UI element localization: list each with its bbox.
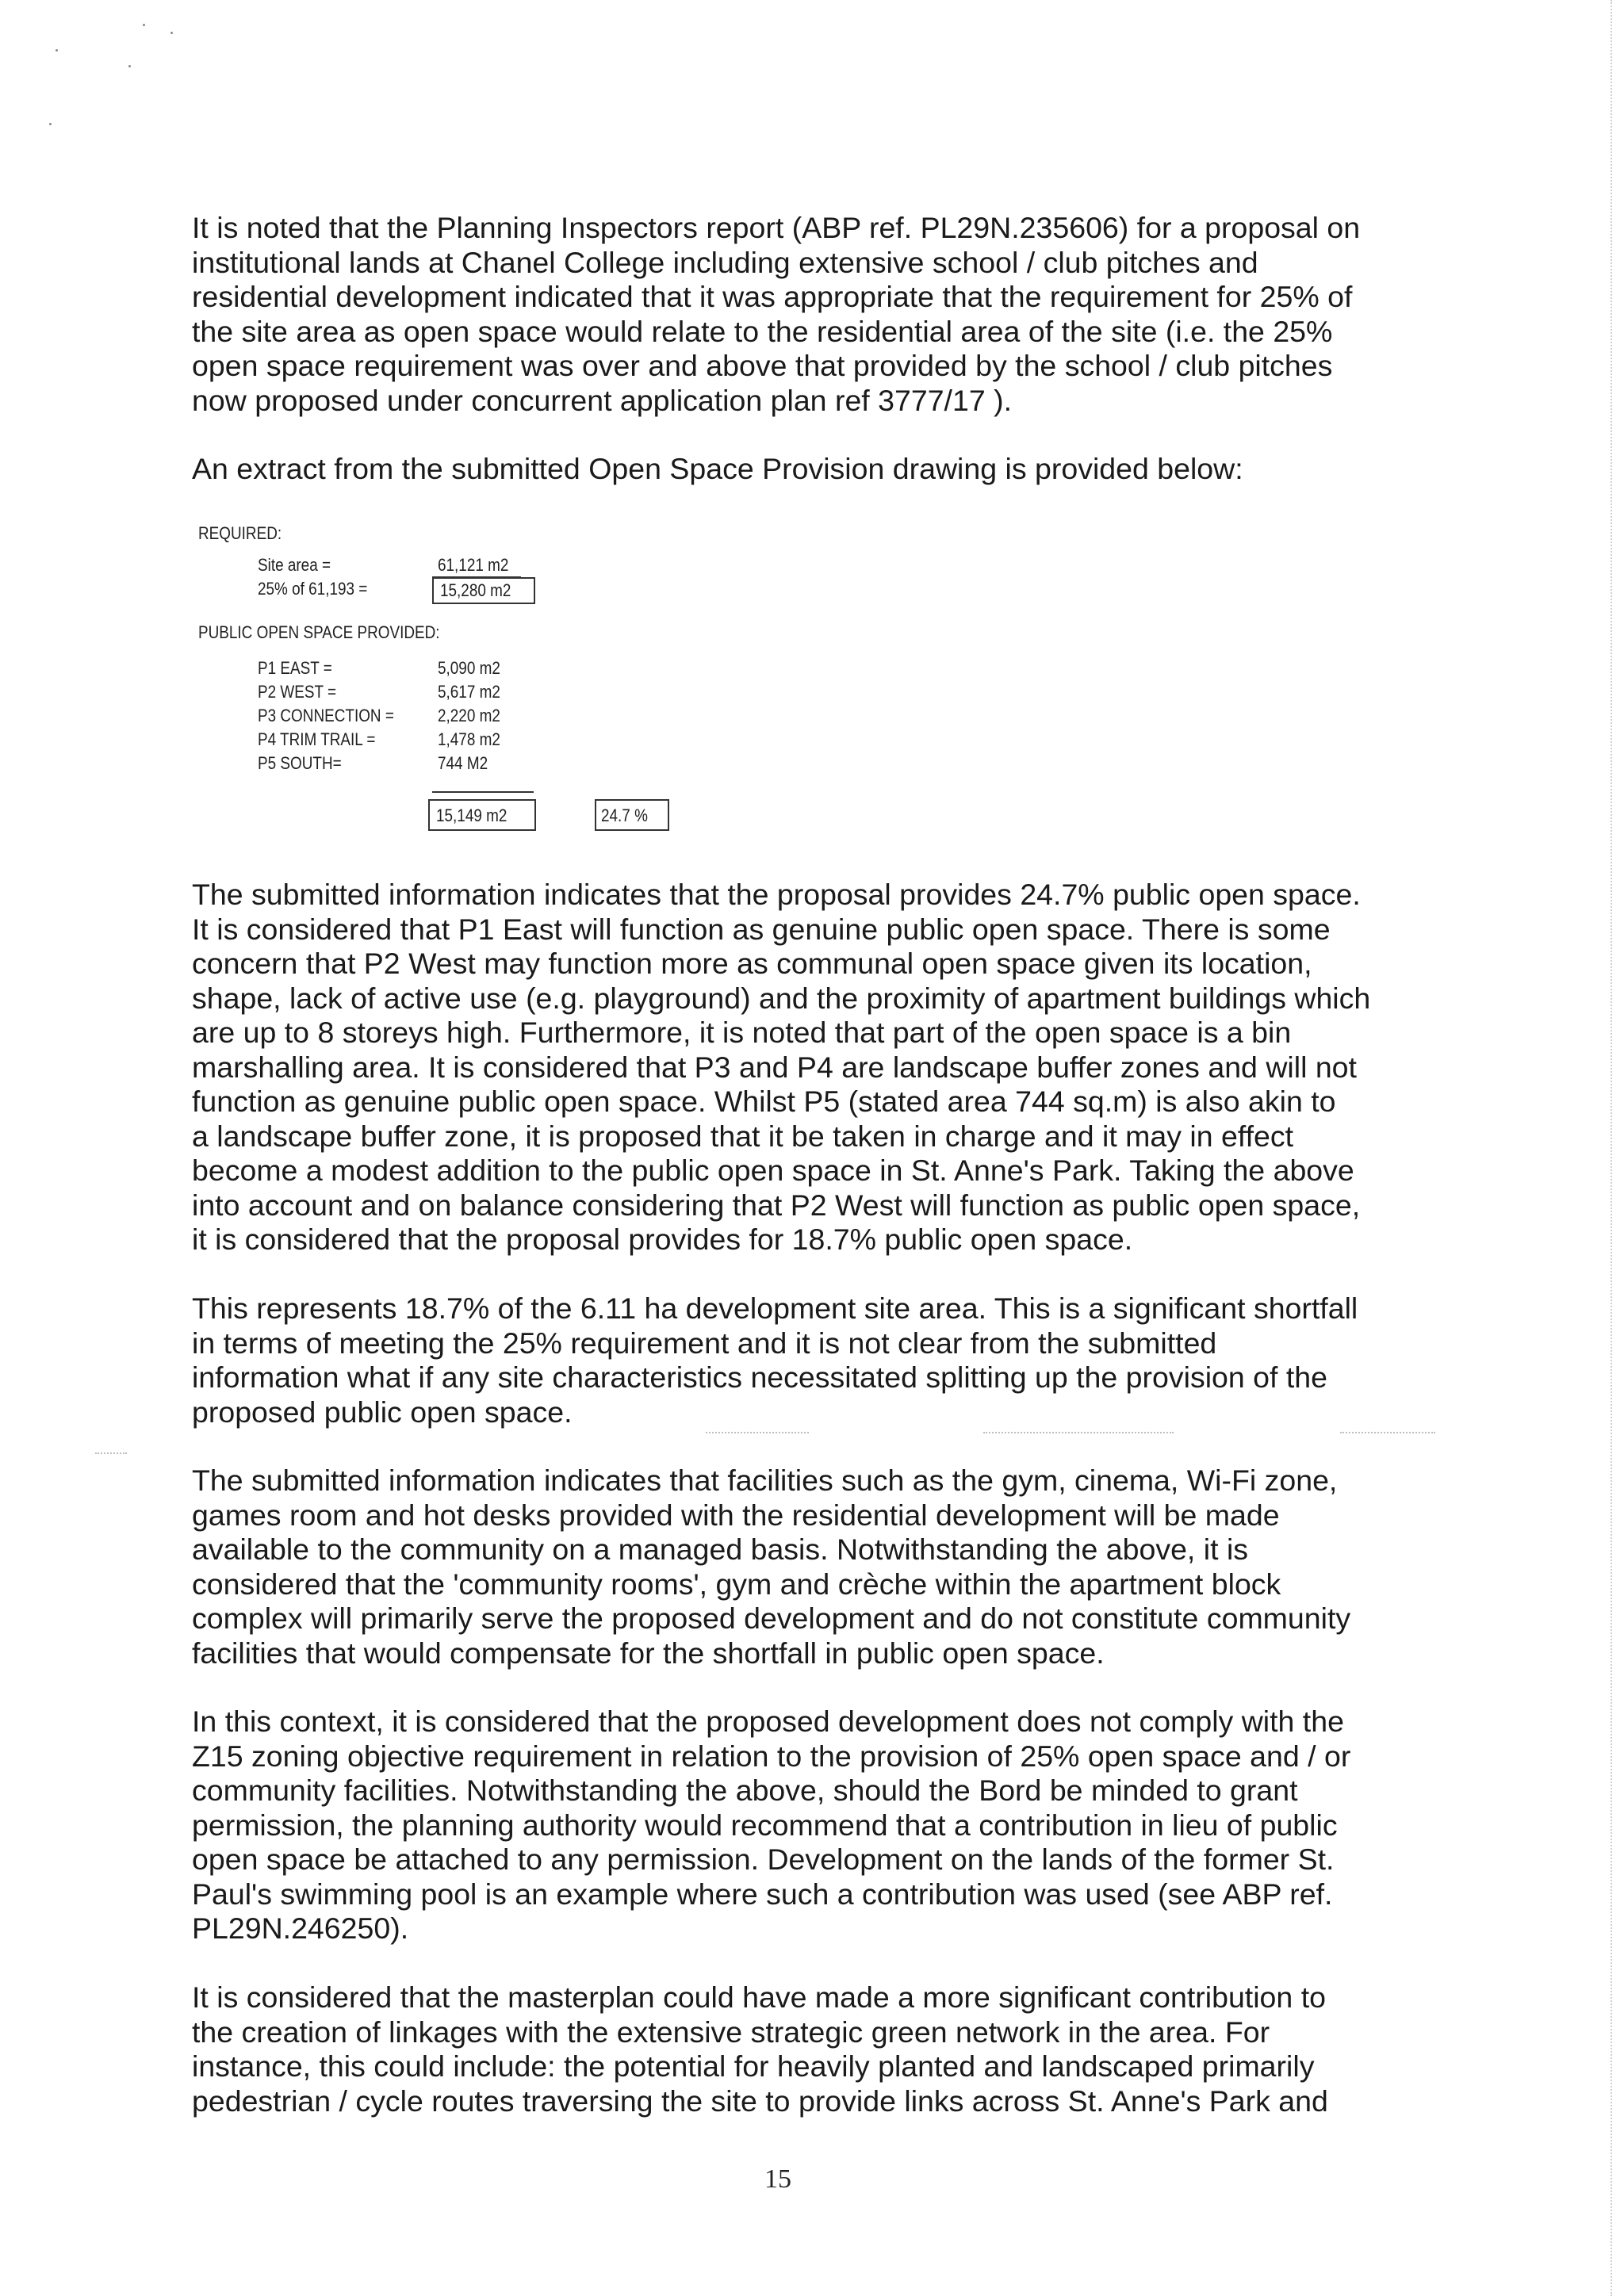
text-line: into account and on balance considering that P2 West will function as public open space,: [192, 1188, 1361, 1222]
sum-rule: [432, 791, 534, 793]
text-line: An extract from the submitted Open Space Provision drawing is provided below:: [192, 452, 1243, 485]
paragraph-extract-intro: [192, 452, 1397, 487]
extract-percent-value: 24.7 %: [601, 806, 648, 825]
text-line: marshalling area. It is considered that P3 and P4 are landscape buffer zones and will not: [192, 1050, 1357, 1084]
extract-provided-heading: PUBLIC OPEN SPACE PROVIDED:: [198, 622, 440, 642]
text-line: a landscape buffer zone, it is proposed that it be taken in charge and it may in effect: [192, 1119, 1294, 1153]
scan-speck: [170, 32, 173, 34]
scan-noise: [706, 1432, 809, 1433]
text-line: PL29N.246250).: [192, 1911, 409, 1945]
text-line: The submitted information indicates that facilities such as the gym, cinema, Wi-Fi zone,: [192, 1464, 1338, 1497]
paragraph-facilities: [192, 1464, 1397, 1670]
text-line: now proposed under concurrent application plan ref 3777/17 ).: [192, 383, 1013, 417]
extract-item-label: P5 SOUTH=: [258, 753, 342, 773]
scan-speck: [56, 49, 58, 52]
scan-speck: [128, 65, 131, 67]
text-line: function as genuine public open space. Whilst P5 (stated area 744 sq.m) is also akin to: [192, 1085, 1336, 1118]
text-line: residential development indicated that it was appropriate that the requirement for 25% of: [192, 280, 1353, 313]
text-line: community facilities. Notwithstanding the above, should the Bord be minded to grant: [192, 1774, 1298, 1807]
paragraph-assessment: [192, 878, 1397, 1257]
extract-site-area-label: Site area =: [258, 555, 331, 575]
text-line: considered that the 'community rooms', gym and crèche within the apartment block: [192, 1567, 1281, 1601]
extract-item-value: 744 M2: [438, 753, 488, 773]
extract-total-value: 15,149 m2: [436, 806, 508, 825]
paragraph-shortfall: [192, 1292, 1397, 1429]
text-line: instance, this could include: the potential for heavily planted and landscaped primarily: [192, 2049, 1315, 2083]
text-line: concern that P2 West may function more as communal open space given its location,: [192, 947, 1312, 980]
scan-noise: [95, 1452, 127, 1454]
text-line: open space be attached to any permission. Development on the lands of the former St.: [192, 1843, 1335, 1876]
scan-speck: [143, 24, 145, 26]
paragraph-masterplan: [192, 1980, 1397, 2118]
text-line: In this context, it is considered that the proposed development does not comply with the: [192, 1705, 1344, 1738]
paragraph-compliance: [192, 1705, 1397, 1946]
text-line: It is noted that the Planning Inspectors report (ABP ref. PL29N.235606) for a proposal on: [192, 211, 1361, 244]
text-line: This represents 18.7% of the 6.11 ha development site area. This is a significant shortfall: [192, 1292, 1358, 1325]
paragraph-inspector-report: [192, 211, 1397, 418]
text-line: complex will primarily serve the proposed development and do not constitute community: [192, 1601, 1351, 1635]
extract-required-heading: REQUIRED:: [198, 523, 282, 543]
scan-noise: [1340, 1432, 1435, 1433]
text-line: Z15 zoning objective requirement in relation to the provision of 25% open space and / or: [192, 1739, 1351, 1773]
extract-item-label: P2 WEST =: [258, 682, 337, 702]
extract-site-area-value: 61,121 m2: [438, 555, 509, 575]
extract-item-label: P3 CONNECTION =: [258, 706, 394, 725]
extract-item-value: 1,478 m2: [438, 729, 500, 749]
text-line: It is considered that the masterplan could have made a more significant contribution to: [192, 1980, 1326, 2014]
text-line: institutional lands at Chanel College including extensive school / club pitches and: [192, 245, 1258, 279]
scan-edge-line: [1611, 0, 1613, 2296]
extract-item-value: 2,220 m2: [438, 706, 500, 725]
extract-pct-value: 15,280 m2: [440, 580, 511, 600]
text-line: open space requirement was over and above that provided by the school / club pitches: [192, 349, 1333, 382]
text-line: games room and hot desks provided with the residential development will be made: [192, 1498, 1280, 1532]
extract-pct-label: 25% of 61,193 =: [258, 579, 368, 599]
extract-item-label: P4 TRIM TRAIL =: [258, 729, 376, 749]
text-line: pedestrian / cycle routes traversing the site to provide links across St. Anne's Park and: [192, 2084, 1328, 2118]
text-line: it is considered that the proposal provides for 18.7% public open space.: [192, 1223, 1133, 1256]
open-space-extract: [198, 523, 753, 880]
text-line: the site area as open space would relate to the residential area of the site (i.e. the 25%: [192, 314, 1333, 348]
text-line: shape, lack of active use (e.g. playground) and the proximity of apartment buildings which: [192, 981, 1371, 1015]
text-line: available to the community on a managed basis. Notwithstanding the above, it is: [192, 1533, 1249, 1566]
scan-speck: [49, 123, 52, 125]
scan-noise: [983, 1432, 1174, 1433]
text-line: information what if any site characteristics necessitated splitting up the provision of the: [192, 1360, 1327, 1394]
text-line: proposed public open space.: [192, 1395, 573, 1429]
page-number: 15: [764, 2164, 791, 2194]
text-line: become a modest addition to the public open space in St. Anne's Park. Taking the above: [192, 1154, 1354, 1187]
text-line: Paul's swimming pool is an example where such a contribution was used (see ABP ref.: [192, 1877, 1333, 1911]
text-line: are up to 8 storeys high. Furthermore, it is noted that part of the open space is a bin: [192, 1016, 1292, 1049]
text-line: in terms of meeting the 25% requirement and it is not clear from the submitted: [192, 1326, 1217, 1360]
text-line: facilities that would compensate for the shortfall in public open space.: [192, 1636, 1105, 1670]
text-line: It is considered that P1 East will function as genuine public open space. There is some: [192, 912, 1331, 946]
extract-item-value: 5,617 m2: [438, 682, 500, 702]
text-line: The submitted information indicates that the proposal provides 24.7% public open space.: [192, 878, 1361, 911]
extract-item-value: 5,090 m2: [438, 658, 500, 678]
extract-item-label: P1 EAST =: [258, 658, 332, 678]
text-line: the creation of linkages with the extensive strategic green network in the area. For: [192, 2015, 1270, 2049]
text-line: permission, the planning authority would recommend that a contribution in lieu of public: [192, 1808, 1338, 1842]
